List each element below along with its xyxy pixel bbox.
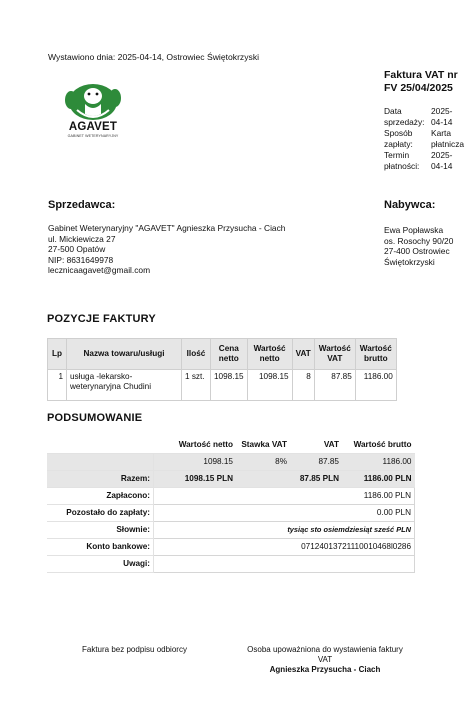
col-vat: VAT <box>292 339 314 370</box>
seller-details <box>48 223 285 276</box>
col-name: Nazwa towaru/usługi <box>67 339 182 370</box>
seller-heading: Sprzedawca: <box>48 199 116 211</box>
col-gross: Wartość brutto <box>355 339 396 370</box>
col-lp: Lp <box>48 339 67 370</box>
buyer-details <box>384 225 472 267</box>
footer-recipient-note: Faktura bez podpisu odbiorcy <box>82 645 187 654</box>
meta-due-date: Termin płatności: 2025- 04-14 <box>384 150 453 171</box>
logo-subtext: GABINET WETERYNARYJNY <box>67 134 119 138</box>
buyer-heading: Nabywca: <box>384 199 436 211</box>
summary-remaining-row: Pozostało do zapłaty: 0.00 PLN <box>47 505 415 522</box>
seller-street: ul. Mickiewicza 27 <box>48 233 116 244</box>
invoice-number: FV 25/04/2025 <box>384 82 453 94</box>
cell-net: 1098.15 <box>247 370 292 401</box>
cell-vat-value: 87.85 <box>314 370 355 401</box>
col-price: Cena netto <box>211 339 248 370</box>
meta-sale-date: Data sprzedaży: 2025- 04-14 <box>384 106 453 127</box>
cell-price: 1098.15 <box>211 370 248 401</box>
summary-heading: PODSUMOWANIE <box>47 412 143 424</box>
buyer-name: Ewa Popławska <box>384 225 444 235</box>
meta-payment-method: Sposób zapłaty: Karta płatnicza <box>384 128 465 149</box>
cell-name: usługa -lekarsko-weterynaryjna Chudini <box>67 370 182 401</box>
invoice-title <box>384 69 458 95</box>
seller-nip: NIP: 8631649978 <box>48 254 114 265</box>
summary-notes-row: Uwagi: <box>47 556 415 573</box>
summary-rate-row: 1098.15 8% 87.85 1186.00 <box>47 454 415 471</box>
summary-words-row: Słownie: tysiąc sto osiemdziesiąt sześć PLN <box>47 522 415 539</box>
cell-lp: 1 <box>48 370 67 401</box>
invoice-meta <box>384 106 473 172</box>
table-row <box>48 370 397 401</box>
cell-vat: 8 <box>292 370 314 401</box>
sum-col-net: Wartość netto <box>154 437 237 454</box>
col-net: Wartość netto <box>247 339 292 370</box>
footer-authorized: Osoba upoważniona do wystawienia faktury VAT Agnieszka Przysucha - Ciach <box>232 645 418 675</box>
summary-paid-row: Zapłacono: 1186.00 PLN <box>47 488 415 505</box>
buyer-city: 27-400 Ostrowiec <box>384 246 450 256</box>
issue-date-line: Wystawiono dnia: 2025-04-14, Ostrowiec Świętokrzyski <box>48 52 260 62</box>
logo-face <box>84 88 102 104</box>
logo-text: AGAVET <box>68 121 118 133</box>
sum-col-gross: Wartość brutto <box>342 437 415 454</box>
invoice-title-label: Faktura VAT nr <box>384 69 458 81</box>
items-heading: POZYCJE FAKTURY <box>47 313 156 325</box>
sum-col-rate: Stawka VAT <box>236 437 290 454</box>
cell-gross: 1186.00 <box>355 370 396 401</box>
col-vat-value: Wartość VAT <box>314 339 355 370</box>
seller-city: 27-500 Opatów <box>48 244 106 254</box>
seller-email: lecznicaagavet@gmail.com <box>48 265 151 275</box>
items-table <box>47 338 397 401</box>
col-qty: Ilość <box>182 339 211 370</box>
summary-table <box>47 437 415 573</box>
sum-col-vat: VAT <box>290 437 342 454</box>
summary-header-row <box>47 437 415 454</box>
seller-name: Gabinet Weterynaryjny "AGAVET" Agnieszka Przysucha - Ciach <box>48 223 286 233</box>
cell-qty: 1 szt. <box>182 370 211 401</box>
summary-bank-row: Konto bankowe: 07124013721110010468l0286 <box>47 539 415 556</box>
authorized-person-name: Agnieszka Przysucha - Ciach <box>269 665 381 674</box>
items-header-row <box>48 339 397 370</box>
summary-total-row: Razem: 1098.15 PLN 87.85 PLN 1186.00 PLN <box>47 471 415 488</box>
buyer-region: Świętokrzyski <box>384 256 435 267</box>
buyer-street: os. Rosochy 90/20 <box>384 235 454 246</box>
